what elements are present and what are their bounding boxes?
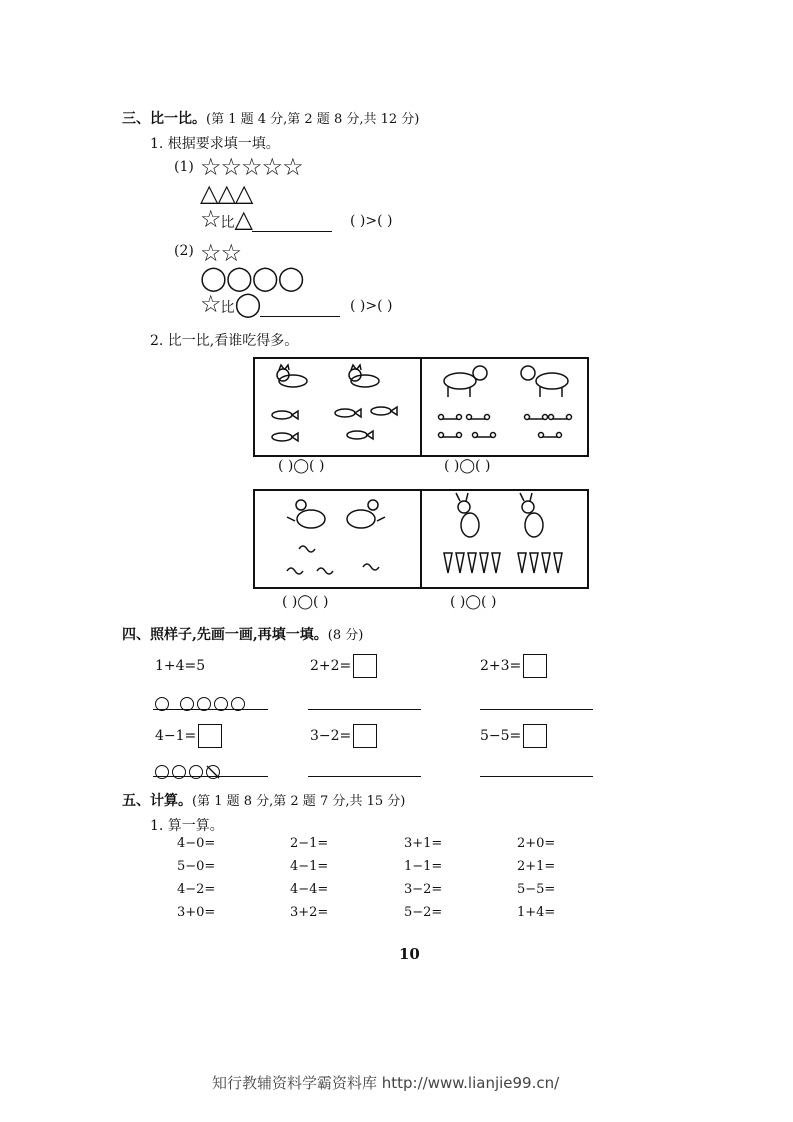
bone-icon — [467, 415, 490, 420]
dogs-and-bones-picture — [422, 359, 586, 451]
equation-2plus2 — [310, 654, 377, 678]
section-5-heading: 五、计算。 — [122, 793, 192, 809]
fish-icon — [335, 409, 361, 417]
section-5-title — [122, 790, 405, 810]
equation-text: 2+3= — [480, 658, 522, 674]
q3-1-part1-compare: ( )>( ) — [350, 213, 393, 229]
panel-dogs-bones — [420, 359, 587, 455]
star-icon: ☆ — [200, 290, 221, 318]
dog-icon — [444, 366, 487, 397]
triangle-icon: △ — [234, 205, 252, 233]
bone-icon — [439, 433, 462, 438]
section-4-score-note: (8 分) — [327, 628, 364, 643]
cat-icon — [277, 365, 307, 387]
calc-problem[interactable]: 2+0= — [517, 836, 556, 851]
example-circles-crossed — [155, 761, 223, 780]
cat-icon — [349, 365, 379, 387]
q3-1-part1-answer-line — [200, 206, 332, 232]
star-row-five: ☆☆☆☆☆ — [200, 153, 303, 181]
calc-problem[interactable]: 3−2= — [404, 882, 443, 897]
bone-icon — [549, 415, 572, 420]
calc-problem[interactable]: 3+2= — [290, 905, 329, 920]
triangle-row-three: △△△ — [200, 179, 253, 207]
carrot-icon — [492, 553, 500, 573]
calc-problem[interactable]: 5−5= — [517, 882, 556, 897]
q3-1-part2-compare: ( )>( ) — [350, 298, 393, 314]
carrot-icon — [518, 553, 526, 573]
bone-icon — [439, 415, 462, 420]
carrot-icon — [542, 553, 550, 573]
birds-and-worms-picture — [255, 491, 419, 583]
calc-problem[interactable]: 4−1= — [290, 859, 329, 874]
fish-icon — [272, 433, 298, 441]
calc-problem[interactable]: 2−1= — [290, 836, 329, 851]
calc-problem[interactable]: 4−0= — [177, 836, 216, 851]
question-5-1: 1. 算一算。 — [150, 818, 224, 834]
drawing-line[interactable] — [308, 709, 421, 710]
answer-box[interactable] — [198, 724, 222, 748]
compare-word: 比 — [220, 215, 235, 231]
carrot-icon — [456, 553, 464, 573]
rabbits-and-carrots-picture — [422, 491, 586, 583]
drawing-line[interactable] — [308, 776, 421, 777]
compare-cats-fish[interactable]: ( )◯( ) — [278, 458, 325, 474]
cats-and-fish-picture — [255, 359, 419, 451]
picture-row-2 — [253, 489, 589, 589]
question-3-2: 2. 比一比,看谁吃得多。 — [150, 333, 299, 349]
section-4-heading: 四、照样子,先画一画,再填一填。 — [122, 627, 328, 643]
equation-2plus3 — [480, 654, 547, 678]
equation-text: 2+2= — [310, 658, 352, 674]
calc-problem[interactable]: 1−1= — [404, 859, 443, 874]
calc-problem[interactable]: 4−4= — [290, 882, 329, 897]
fish-icon — [371, 407, 397, 415]
worm-icon — [317, 568, 333, 574]
panel-cats-fish — [255, 359, 420, 455]
equation-text: 4−1= — [155, 728, 197, 744]
q3-1-part1-number: (1) — [174, 159, 194, 175]
q3-1-part2-answer-line — [200, 291, 340, 317]
compare-birds-worms[interactable]: ( )◯( ) — [282, 594, 329, 610]
watermark-footer: 知行教辅资料学霸资料库 http://www.lianjie99.cn/ — [212, 1074, 560, 1092]
equation-text: 3−2= — [310, 728, 352, 744]
q3-1-part2-number: (2) — [174, 243, 194, 259]
bird-icon — [287, 500, 325, 528]
answer-box[interactable] — [523, 724, 547, 748]
answer-blank[interactable] — [260, 302, 340, 317]
answer-box[interactable] — [353, 654, 377, 678]
compare-dogs-bones[interactable]: ( )◯( ) — [444, 458, 491, 474]
calc-problem[interactable]: 5−2= — [404, 905, 443, 920]
circle-row-four: ◯◯◯◯ — [200, 264, 304, 292]
carrot-icon — [444, 553, 452, 573]
drawing-line — [153, 709, 268, 710]
compare-rabbits-carrots[interactable]: ( )◯( ) — [450, 594, 497, 610]
picture-row-1 — [253, 357, 589, 457]
compare-word: 比 — [220, 300, 235, 316]
dog-icon — [521, 366, 568, 397]
section-3-title — [122, 108, 419, 128]
worm-icon — [287, 568, 303, 574]
carrot-icon — [480, 553, 488, 573]
star-icon: ☆ — [200, 205, 221, 233]
section-3-score-note: (第 1 题 4 分,第 2 题 8 分,共 12 分) — [206, 112, 420, 127]
star-row-two: ☆☆ — [200, 239, 242, 267]
rabbit-icon — [520, 493, 543, 537]
carrot-icon — [468, 553, 476, 573]
equation-5minus5 — [480, 724, 547, 748]
section-4-title — [122, 624, 363, 644]
calc-problem[interactable]: 3+0= — [177, 905, 216, 920]
section-5-score-note: (第 1 题 8 分,第 2 题 7 分,共 15 分) — [192, 794, 406, 809]
carrot-icon — [554, 553, 562, 573]
rabbit-icon — [456, 493, 479, 537]
drawing-line — [153, 776, 268, 777]
bone-icon — [525, 415, 548, 420]
worm-icon — [363, 564, 379, 570]
answer-box[interactable] — [353, 724, 377, 748]
calc-problem[interactable]: 2+1= — [517, 859, 556, 874]
panel-birds-worms — [255, 491, 420, 587]
drawing-line[interactable] — [480, 709, 593, 710]
bird-icon — [347, 500, 385, 528]
fish-icon — [347, 431, 373, 439]
calc-problem[interactable]: 4−2= — [177, 882, 216, 897]
carrot-icon — [530, 553, 538, 573]
answer-blank[interactable] — [252, 217, 332, 232]
answer-box[interactable] — [523, 654, 547, 678]
circle-icon: ◯ — [234, 290, 261, 318]
calc-problem[interactable]: 1+4= — [517, 905, 556, 920]
bone-icon — [539, 433, 562, 438]
worm-icon — [299, 546, 315, 552]
calc-problem[interactable]: 3+1= — [404, 836, 443, 851]
example-equation: 1+4=5 — [155, 658, 206, 674]
equation-4minus1 — [155, 724, 222, 748]
equation-text: 5−5= — [480, 728, 522, 744]
fish-icon — [272, 411, 298, 419]
calc-problem[interactable]: 5−0= — [177, 859, 216, 874]
drawing-line[interactable] — [480, 776, 593, 777]
bone-icon — [473, 433, 496, 438]
section-3-heading: 三、比一比。 — [122, 111, 206, 127]
equation-3minus2 — [310, 724, 377, 748]
panel-rabbits-carrots — [420, 491, 587, 587]
question-3-1: 1. 根据要求填一填。 — [150, 136, 280, 152]
page-number: 10 — [399, 945, 420, 963]
